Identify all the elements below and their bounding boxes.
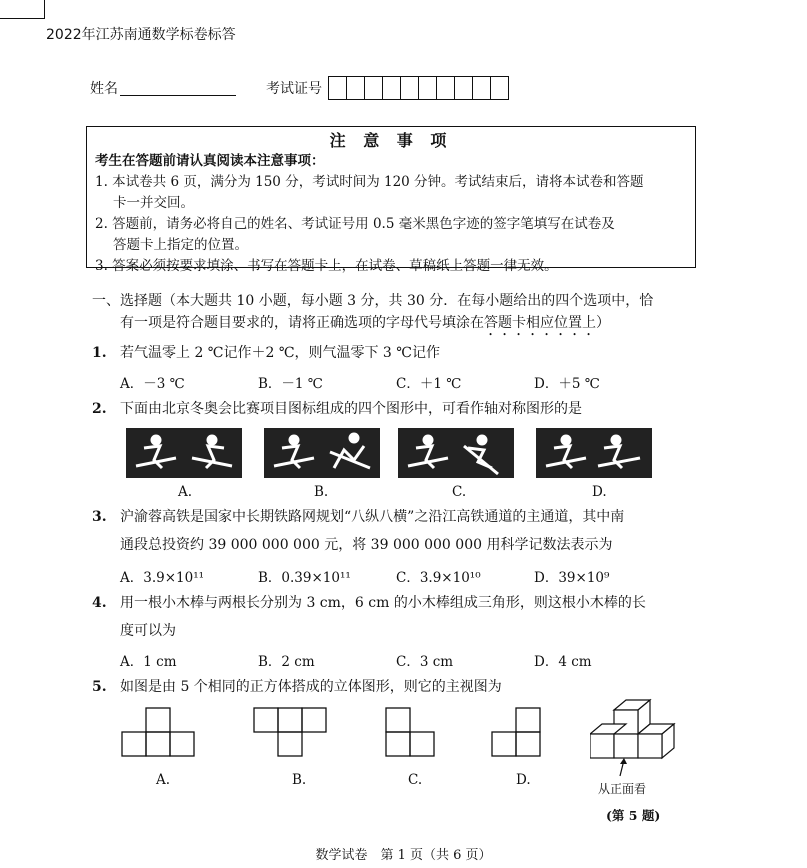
notice-box <box>86 126 696 274</box>
figure-label-b[interactable]: B. <box>314 484 329 500</box>
corner-mark <box>0 0 45 19</box>
view-label-b[interactable]: B. <box>292 772 307 788</box>
question-5: 5. 如图是由 5 个相同的正方体搭成的立体图形，则它的主视图为 <box>92 679 502 695</box>
page-footer: 数学试卷 第 1 页（共 6 页） <box>315 848 492 863</box>
notice-item: 2. 答题前，请务必将自己的姓名、考试证号用 0.5 毫米黑色字迹的签字笔填写在试卷及 <box>95 216 615 232</box>
question-3-line2: 通段总投资约 39 000 000 000 元，将 39 000 000 000 用科学记数法表示为 <box>120 537 613 553</box>
question-1-options <box>120 372 672 392</box>
option-c[interactable]: C．3 cm <box>396 654 454 670</box>
section-line: 有一项是符合题目要求的，请将正确选项的字母代号填涂在答题卡相应位置上） <box>120 315 610 331</box>
question-2: 2. 下面由北京冬奥会比赛项目图标组成的四个图形中，可看作轴对称图形的是 <box>92 401 582 417</box>
ski-icon-figure-a <box>126 428 242 478</box>
option-d[interactable]: D．＋5 ℃ <box>534 376 600 392</box>
notice-item: 卡一并交回。 <box>113 195 194 211</box>
view-label-c[interactable]: C. <box>408 772 423 788</box>
question-1: 1. 若气温零上 2 ℃记作＋2 ℃，则气温零下 3 ℃记作 <box>92 345 440 361</box>
candidate-info-row <box>90 76 509 100</box>
notice-title: 注 意 事 项 <box>329 131 453 150</box>
figure-caption: (第 5 题) <box>606 808 661 823</box>
figure-label-c[interactable]: C. <box>452 484 467 500</box>
view-option-c-figure[interactable] <box>382 700 442 766</box>
name-label: 姓名 <box>90 81 118 97</box>
option-a[interactable]: A．3.9×10¹¹ <box>120 570 205 586</box>
figure-label-a[interactable]: A. <box>178 484 193 500</box>
notice-subtitle: 考生在答题前请认真阅读本注意事项： <box>95 153 325 169</box>
view-direction-label: 从正面看 <box>598 782 647 796</box>
question-4-options <box>120 650 672 670</box>
view-label-a[interactable]: A. <box>156 772 171 788</box>
view-option-b-figure[interactable] <box>252 700 332 766</box>
option-b[interactable]: B．2 cm <box>258 654 315 670</box>
option-b[interactable]: B．－1 ℃ <box>258 376 323 392</box>
notice-item: 3. 答案必须按要求填涂、书写在答题卡上，在试卷、草稿纸上答题一律无效。 <box>95 258 558 274</box>
notice-item: 1. 本试卷共 6 页，满分为 150 分，考试时间为 120 分钟。考试结束后，请将本试卷和答题 <box>95 174 644 190</box>
notice-item: 答题卡上指定的位置。 <box>113 237 248 253</box>
solid-figure-cubes <box>590 690 686 780</box>
ski-icon-figure-c <box>398 428 514 478</box>
id-number-boxes[interactable] <box>328 76 509 100</box>
question-4-line2: 度可以为 <box>120 623 176 639</box>
option-c[interactable]: C．3.9×10¹⁰ <box>396 570 481 586</box>
section-line: 一、选择题（本大题共 10 小题，每小题 3 分，共 30 分．在每小题给出的四个选项中，恰 <box>92 293 654 309</box>
option-c[interactable]: C．＋1 ℃ <box>396 376 462 392</box>
view-option-d-figure[interactable] <box>488 700 548 766</box>
section-heading <box>92 290 692 339</box>
document-title: 2022年江苏南通数学标卷标答 <box>46 27 236 43</box>
question-3: 3. 沪渝蓉高铁是国家中长期铁路网规划“八纵八横”之沿江高铁通道的主通道，其中南 <box>92 509 625 525</box>
option-a[interactable]: A．1 cm <box>120 654 177 670</box>
view-option-a-figure[interactable] <box>120 700 196 766</box>
option-d[interactable]: D．39×10⁹ <box>534 570 610 586</box>
ski-icon-figure-b <box>264 428 380 478</box>
option-d[interactable]: D．4 cm <box>534 654 592 670</box>
ski-icon-figure-d <box>536 428 652 478</box>
figure-label-d[interactable]: D. <box>592 484 607 500</box>
option-a[interactable]: A．－3 ℃ <box>120 376 185 392</box>
name-field[interactable] <box>120 81 236 96</box>
view-label-d[interactable]: D. <box>516 772 531 788</box>
question-3-options <box>120 566 672 586</box>
question-4: 4. 用一根小木棒与两根长分别为 3 cm，6 cm 的小木棒组成三角形，则这根小木棒的长 <box>92 595 646 611</box>
option-b[interactable]: B．0.39×10¹¹ <box>258 570 351 586</box>
id-label: 考试证号 <box>266 81 322 97</box>
